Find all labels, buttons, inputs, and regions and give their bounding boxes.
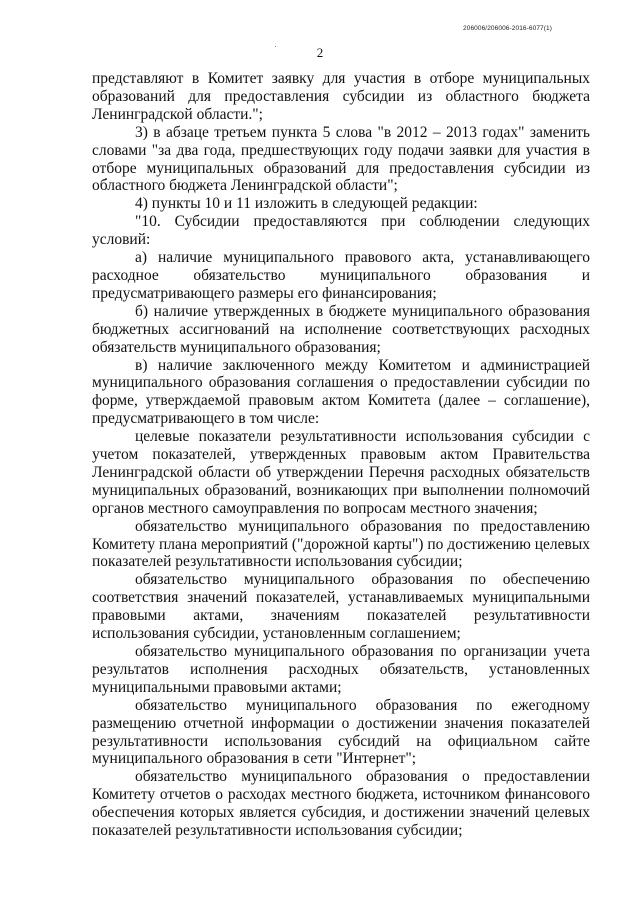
paragraph-condition-a: а) наличие муниципального правового акта, устанавливающего расходное обязательство муниципального образования и предусматривающего размеры его финансирования; [92, 249, 590, 302]
paragraph-obligation-accounting: обязательство муниципального образования по организации учета результатов исполнения расходных обязательств, установленных муниципальными правовыми актами; [92, 643, 590, 696]
paragraph-target-indicators: целевые показатели результативности использования субсидии с учетом показателей, утвержденных правовым актом Правительства Ленинградской области об утверждении Перечня расходных обязательств муниципальных образований, возникающих при выполнении полномочий органов местного самоуправления по вопросам местного значения; [92, 428, 590, 517]
paragraph-obligation-reports: обязательство муниципального образования о предоставлении Комитету отчетов о расходах местного бюджета, источником финансового обеспечения которых является субсидия, и достижении значений целевых показателей результативности использования субсидии; [92, 768, 590, 840]
paragraph-obligation-publication: обязательство муниципального образования по ежегодному размещению отчетной информации о достижении значения показателей результативности использования субсидий на официальном сайте муниципального образования в сети "Интернет"; [92, 696, 590, 768]
paragraph-obligation-compliance: обязательство муниципального образования по обеспечению соответствия значений показателей, устанавливаемых муниципальными правовыми актами, значениям показателей результативности использования субсидии, установленным соглашением; [92, 571, 590, 643]
paragraph-point-10: "10. Субсидии предоставляются при соблюдении следующих условий: [92, 213, 590, 249]
document-id: 206006/206006-2016-6077(1) [463, 25, 552, 32]
paragraph-obligation-roadmap: обязательство муниципального образования по предоставлению Комитету плана мероприятий ("дорожной карты") по достижению целевых показателей результативности использования субсидии; [92, 517, 590, 571]
document-body [92, 70, 590, 840]
paragraph-item-4: 4) пункты 10 и 11 изложить в следующей редакции: [135, 195, 478, 213]
scan-speck [275, 46, 276, 47]
paragraph-condition-v: в) наличие заключенного между Комитетом и администрацией муниципального образования соглашения о предоставлении субсидии по форме, утверждаемой правовым актом Комитета (далее – соглашение), предусматривающего в том числе: [92, 356, 590, 428]
paragraph-condition-b: б) наличие утвержденных в бюджете муниципального образования бюджетных ассигнований на исполнение соответствующих расходных обязательств муниципального образования; [92, 302, 590, 356]
page-number: 2 [316, 45, 324, 60]
paragraph-continuation: представляют в Комитет заявку для участия в отборе муниципальных образований для предоставления субсидии из областного бюджета Ленинградской области."; [92, 70, 590, 123]
paragraph-item-3: 3) в абзаце третьем пункта 5 слова "в 2012 – 2013 годах" заменить словами "за два года, предшествующих году подачи заявки для участия в отборе муниципальных образований для предоставления субсидии из областного бюджета Ленинградской области"; [92, 123, 590, 195]
